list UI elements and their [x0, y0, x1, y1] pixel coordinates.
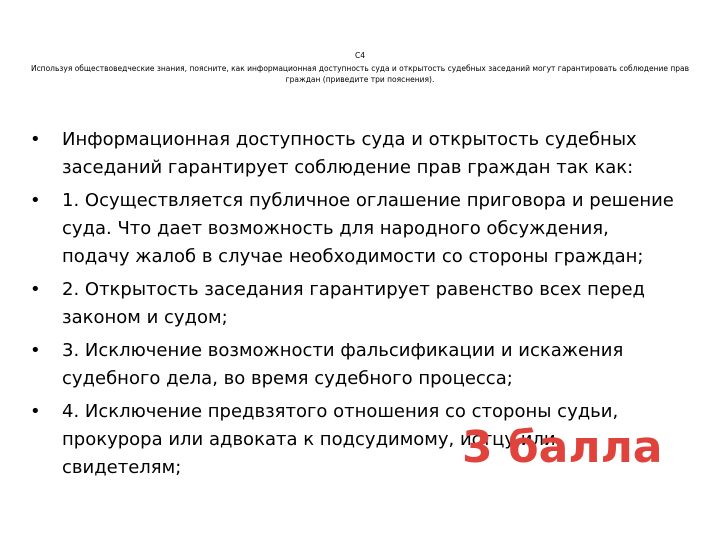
bullet-icon: •	[30, 340, 41, 361]
score-label: 3 балла	[462, 422, 663, 473]
list-item-text: 4. Исключение предвзятого отношения со стороны судьи, прокурора или адвоката к подсудимому, истцу или свидетелям;	[62, 401, 619, 478]
list-item	[30, 337, 690, 393]
bullet-icon: •	[30, 279, 41, 300]
list-item-text: 1. Осуществляется публичное оглашение приговора и решение суда. Что дает возможность для народного обсуждения, подачу жалоб в случае необходимости со стороны граждан;	[62, 190, 674, 267]
list-item	[30, 187, 690, 271]
list-item	[30, 276, 690, 332]
bullet-icon: •	[30, 190, 41, 211]
task-heading	[20, 50, 700, 85]
list-item	[30, 126, 690, 182]
bullet-icon: •	[30, 401, 41, 422]
list-item-text: 3. Исключение возможности фальсификации и искажения судебного дела, во время судебного процесса;	[62, 340, 624, 389]
task-text: Используя обществоведческие знания, поясните, как информационная доступность суда и открытость судебных заседаний могут гарантировать соблюдение прав граждан (приведите три пояснения).	[30, 64, 690, 84]
task-code: С4	[354, 51, 365, 60]
list-item-text: Информационная доступность суда и открытость судебных заседаний гарантирует соблюдение прав граждан так как:	[62, 129, 637, 178]
bullet-icon: •	[30, 129, 41, 150]
list-item-text: 2. Открытость заседания гарантирует равенство всех перед законом и судом;	[62, 279, 645, 328]
